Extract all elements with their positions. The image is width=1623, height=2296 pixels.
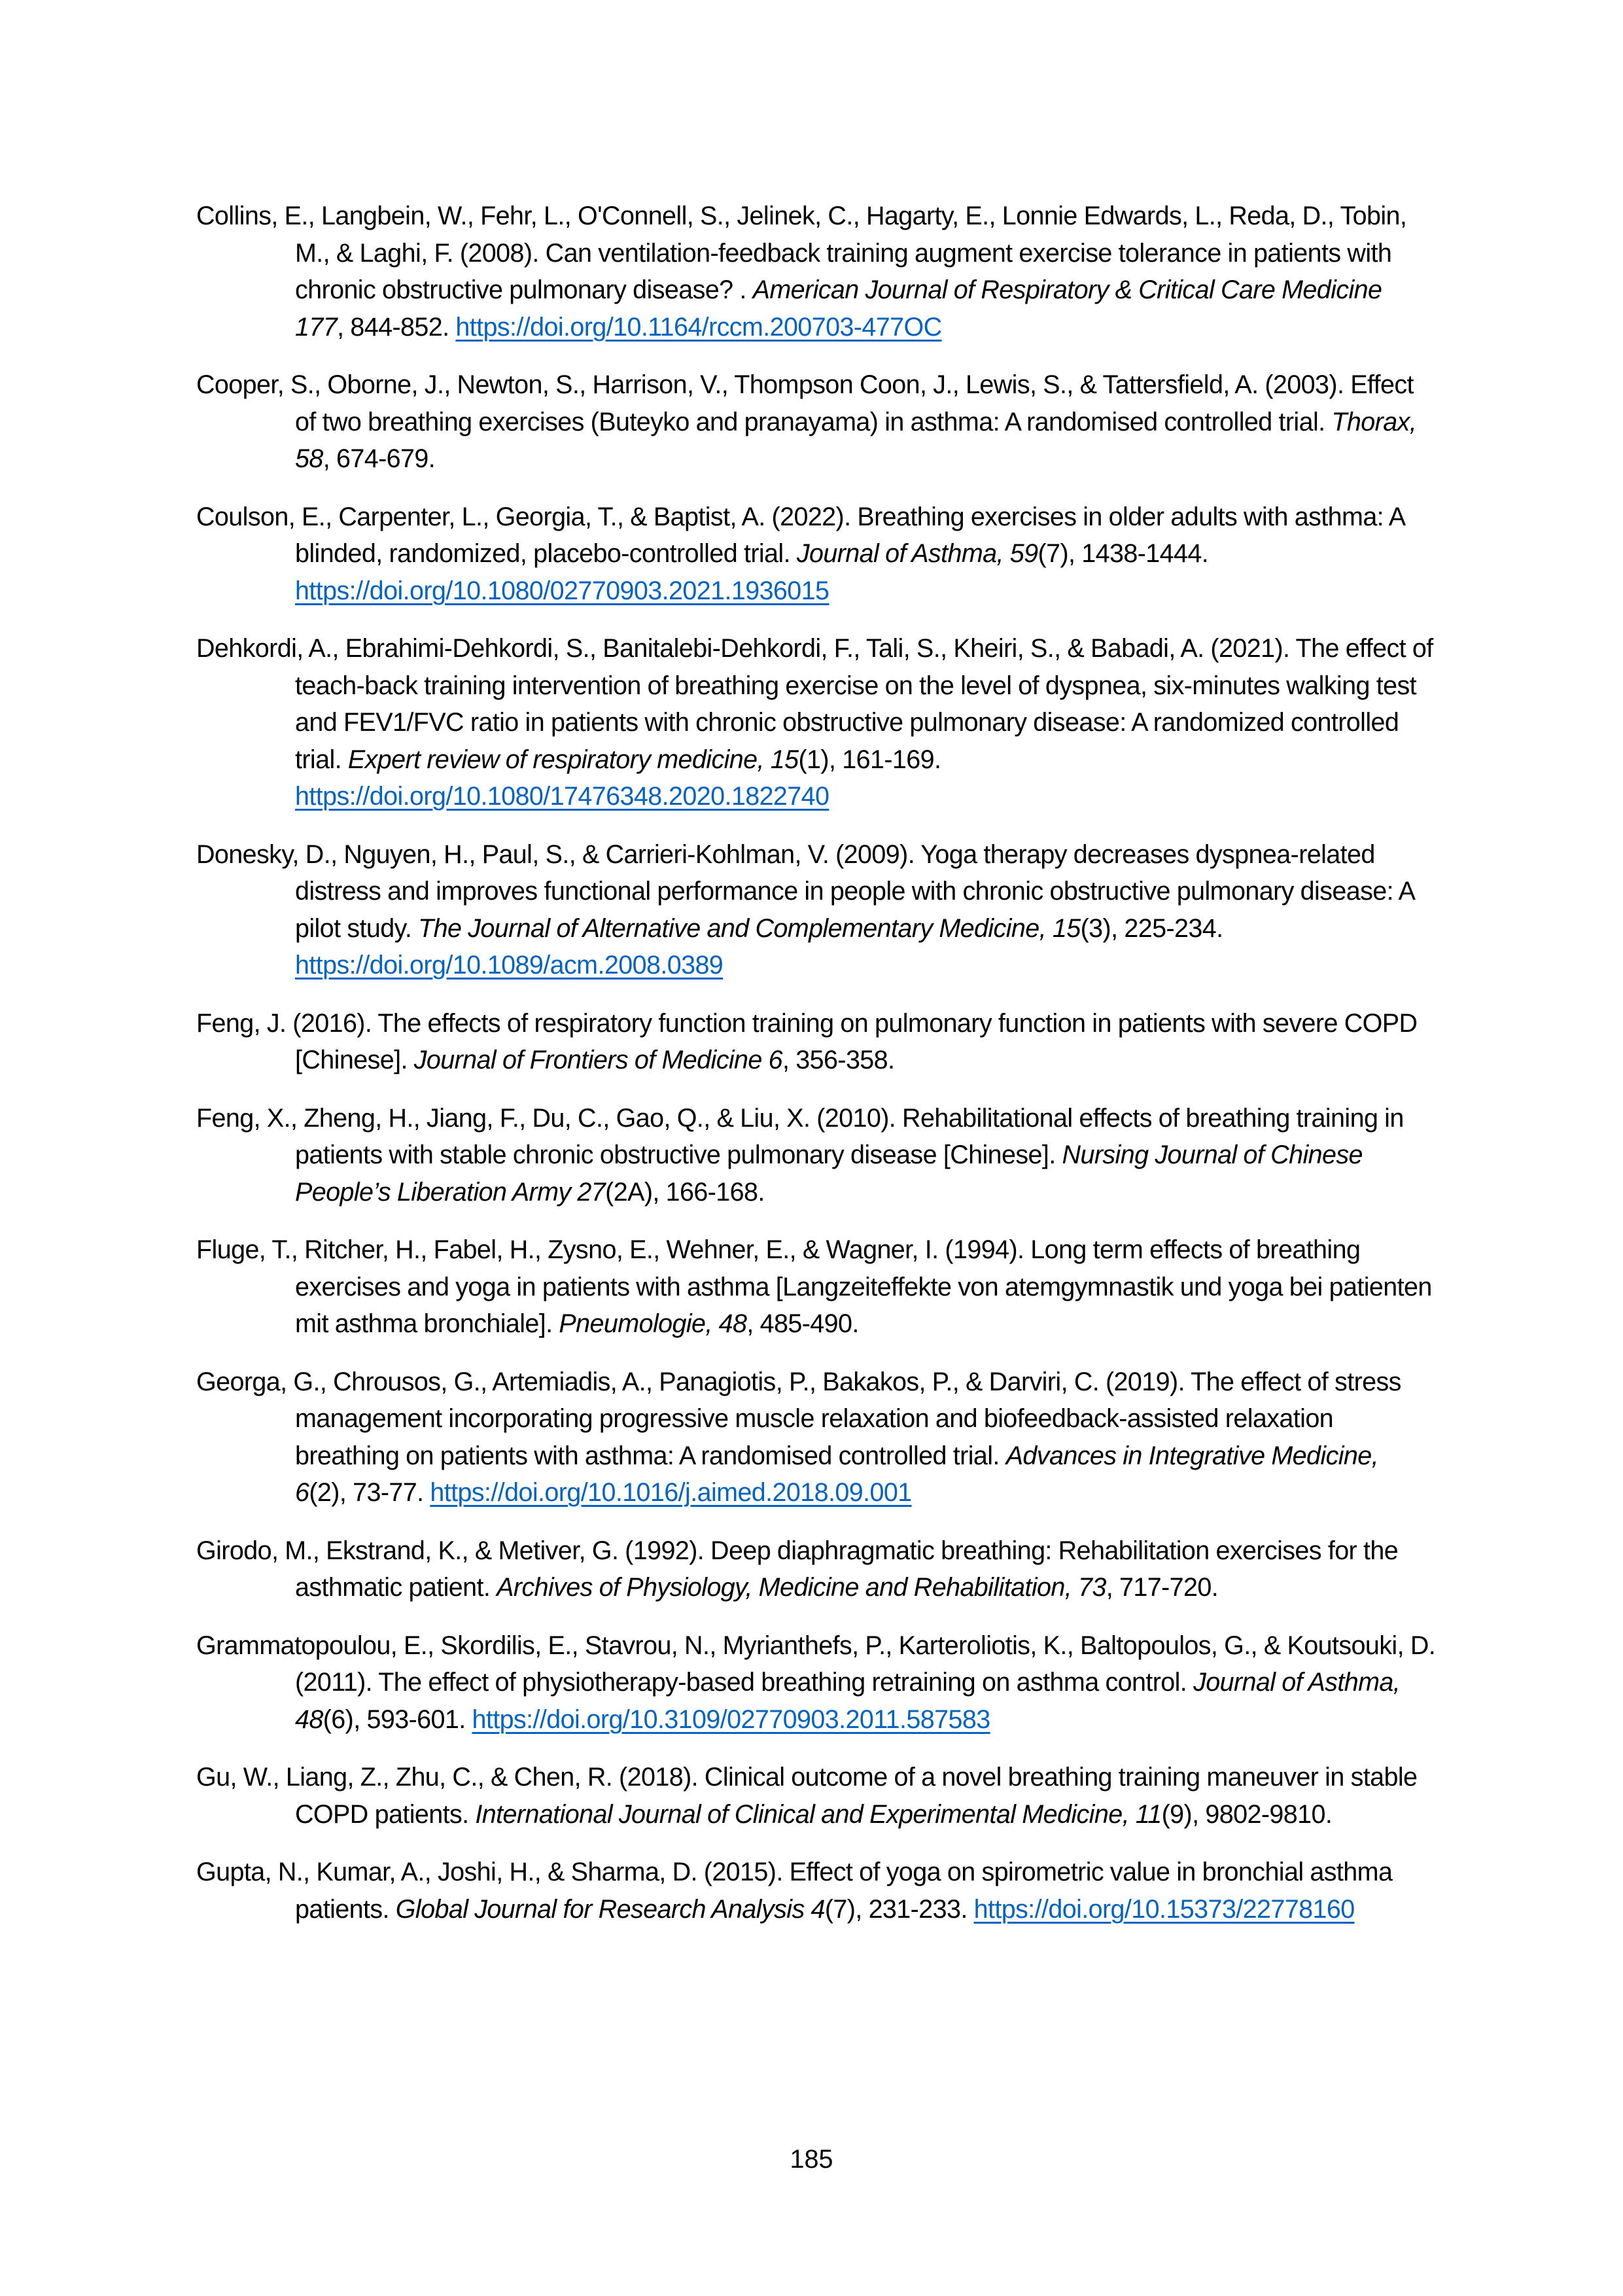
reference-authors-year: Cooper, S., Oborne, J., Newton, S., Harrison, V., Thompson Coon, J., Lewis, S., & Tattersfield, A. (2003). xyxy=(196,370,1344,399)
reference-authors-year: Gu, W., Liang, Z., Zhu, C., & Chen, R. (2018). xyxy=(196,1763,699,1792)
reference-source: Journal of Frontiers of Medicine 6 xyxy=(413,1046,783,1074)
doi-link[interactable]: https://doi.org/10.3109/02770903.2011.587583 xyxy=(472,1704,990,1734)
page-number: 185 xyxy=(790,2145,833,2174)
reference-title: Effect of yoga on spirometric value in bronchial asthma patients. xyxy=(295,1858,1393,1924)
reference-source: Archives of Physiology, Medicine and Rehabilitation, 73 xyxy=(497,1573,1106,1602)
reference-title: Long term effects of breathing exercises and yoga in patients with asthma [Langzeiteffekte von atemgymnastik und yoga bei patienten mit asthma bronchiale]. xyxy=(295,1235,1432,1338)
reference-list xyxy=(196,198,1436,1949)
reference-source: Nursing Journal of Chinese People’s Liberation Army 27 xyxy=(295,1140,1363,1207)
reference-pages: , 844-852. xyxy=(337,312,456,342)
reference-pages: (2A), 166-168. xyxy=(605,1177,765,1207)
reference-entry xyxy=(196,366,1436,478)
reference-entry xyxy=(196,836,1436,984)
reference-source: The Journal of Alternative and Complementary Medicine, 15 xyxy=(418,913,1081,943)
reference-entry xyxy=(196,499,1436,610)
reference-source: Journal of Asthma, 48 xyxy=(295,1668,1401,1734)
reference-source: American Journal of Respiratory & Critical Care Medicine 177 xyxy=(295,275,1382,342)
reference-title: The effect of physiotherapy-based breathing retraining on asthma control. xyxy=(372,1668,1194,1697)
doi-link[interactable]: https://doi.org/10.1080/02770903.2021.1936015 xyxy=(295,576,829,605)
reference-entry xyxy=(196,1532,1436,1606)
reference-authors-year: Feng, J. (2016). xyxy=(196,1008,372,1038)
reference-pages: (7), 231-233. xyxy=(824,1894,974,1924)
reference-authors-year: Fluge, T., Ritcher, H., Fabel, H., Zysno, E., Wehner, E., & Wagner, I. (1994). xyxy=(196,1235,1024,1264)
reference-pages: , 674-679. xyxy=(323,444,436,473)
reference-pages: , 717-720. xyxy=(1106,1573,1219,1602)
reference-title: The effect of stress management incorporating progressive muscle relaxation and biofeedback-assisted relaxation breathing on patients with asthma: A randomised controlled trial. xyxy=(295,1367,1401,1470)
reference-authors-year: Girodo, M., Ekstrand, K., & Metiver, G. (1992). xyxy=(196,1536,705,1565)
reference-source: Expert review of respiratory medicine, 15 xyxy=(347,745,799,774)
reference-authors-year: Georga, G., Chrousos, G., Artemiadis, A., Panagiotis, P., Bakakos, P., & Darviri, C. (2019). xyxy=(196,1367,1185,1396)
reference-pages: (3), 225-234. xyxy=(1080,913,1223,943)
reference-pages: (2), 73-77. xyxy=(309,1478,430,1507)
reference-title: Can ventilation-feedback training augment exercise tolerance in patients with chronic obstructive pulmonary disease? . xyxy=(295,238,1392,304)
doi-link[interactable]: https://doi.org/10.1080/17476348.2020.1822740 xyxy=(295,782,829,811)
reference-pages: (1), 161-169. xyxy=(798,745,941,774)
reference-authors-year: Grammatopoulou, E., Skordilis, E., Stavrou, N., Myrianthefs, P., Karteroliotis, K., Baltopoulos, G., & Koutsouki, D. (2011). xyxy=(196,1631,1436,1697)
doi-link[interactable]: https://doi.org/10.15373/22778160 xyxy=(973,1894,1355,1924)
reference-entry xyxy=(196,198,1436,345)
reference-pages: , 485-490. xyxy=(746,1309,859,1338)
reference-title: The effects of respiratory function training on pulmonary function in patients with severe COPD [Chinese]. xyxy=(295,1008,1418,1074)
reference-authors-year: Dehkordi, A., Ebrahimi-Dehkordi, S., Banitalebi-Dehkordi, F., Tali, S., Kheiri, S., & Babadi, A. (2021). xyxy=(196,634,1290,663)
reference-authors-year: Feng, X., Zheng, H., Jiang, F., Du, C., Gao, Q., & Liu, X. (2010). xyxy=(196,1103,896,1133)
doi-link[interactable]: https://doi.org/10.1016/j.aimed.2018.09.001 xyxy=(430,1478,912,1507)
reference-entry xyxy=(196,630,1436,815)
reference-source: International Journal of Clinical and Experimental Medicine, 11 xyxy=(475,1799,1162,1829)
reference-entry xyxy=(196,1100,1436,1211)
reference-authors-year: Donesky, D., Nguyen, H., Paul, S., & Carrieri-Kohlman, V. (2009). xyxy=(196,839,915,869)
reference-pages: (6), 593-601. xyxy=(323,1704,472,1734)
reference-title: Clinical outcome of a novel breathing training maneuver in stable COPD patients. xyxy=(295,1763,1418,1829)
reference-pages: (9), 9802-9810. xyxy=(1161,1799,1333,1829)
reference-pages: (7), 1438-1444. xyxy=(1038,539,1209,568)
reference-entry xyxy=(196,1005,1436,1079)
reference-authors-year: Gupta, N., Kumar, A., Joshi, H., & Sharma, D. (2015). xyxy=(196,1858,783,1886)
reference-source: Pneumologie, 48 xyxy=(559,1309,747,1338)
reference-title: Deep diaphragmatic breathing: Rehabilitation exercises for the asthmatic patient. xyxy=(295,1536,1399,1602)
reference-pages: , 356-358. xyxy=(782,1046,895,1074)
reference-title: Rehabilitational effects of breathing training in patients with stable chronic obstructive pulmonary disease [Chinese]. xyxy=(295,1103,1404,1169)
doi-link[interactable]: https://doi.org/10.1089/acm.2008.0389 xyxy=(295,951,724,980)
reference-source: Advances in Integrative Medicine, 6 xyxy=(295,1441,1379,1507)
reference-authors-year: Collins, E., Langbein, W., Fehr, L., O'Connell, S., Jelinek, C., Hagarty, E., Lonnie Edwards, L., Reda, D., Tobin, M., & Laghi, F. (2008). xyxy=(196,202,1407,268)
reference-entry xyxy=(196,1854,1436,1928)
reference-title: Effect of two breathing exercises (Buteyko and pranayama) in asthma: A randomised controlled trial. xyxy=(295,370,1414,436)
reference-title: Yoga therapy decreases dyspnea-related distress and improves functional performance in people with chronic obstructive pulmonary disease: A pilot study. xyxy=(295,839,1414,943)
reference-source: Journal of Asthma, 59 xyxy=(796,539,1038,568)
reference-title: The effect of teach-back training intervention of breathing exercise on the level of dyspnea, six-minutes walking test and FEV1/FVC ratio in patients with chronic obstructive pulmonary disease: A randomized controlled trial. xyxy=(295,634,1433,774)
reference-source: Global Journal for Research Analysis 4 xyxy=(395,1894,825,1924)
reference-title: Breathing exercises in older adults with asthma: A blinded, randomized, placebo-controlled trial. xyxy=(295,502,1405,568)
reference-entry xyxy=(196,1364,1436,1511)
doi-link[interactable]: https://doi.org/10.1164/rccm.200703-477OC xyxy=(455,312,942,342)
reference-source: Thorax, 58 xyxy=(295,407,1417,473)
reference-entry xyxy=(196,1759,1436,1833)
reference-entry xyxy=(196,1627,1436,1739)
reference-authors-year: Coulson, E., Carpenter, L., Georgia, T., & Baptist, A. (2022). xyxy=(196,502,851,531)
reference-entry xyxy=(196,1231,1436,1343)
